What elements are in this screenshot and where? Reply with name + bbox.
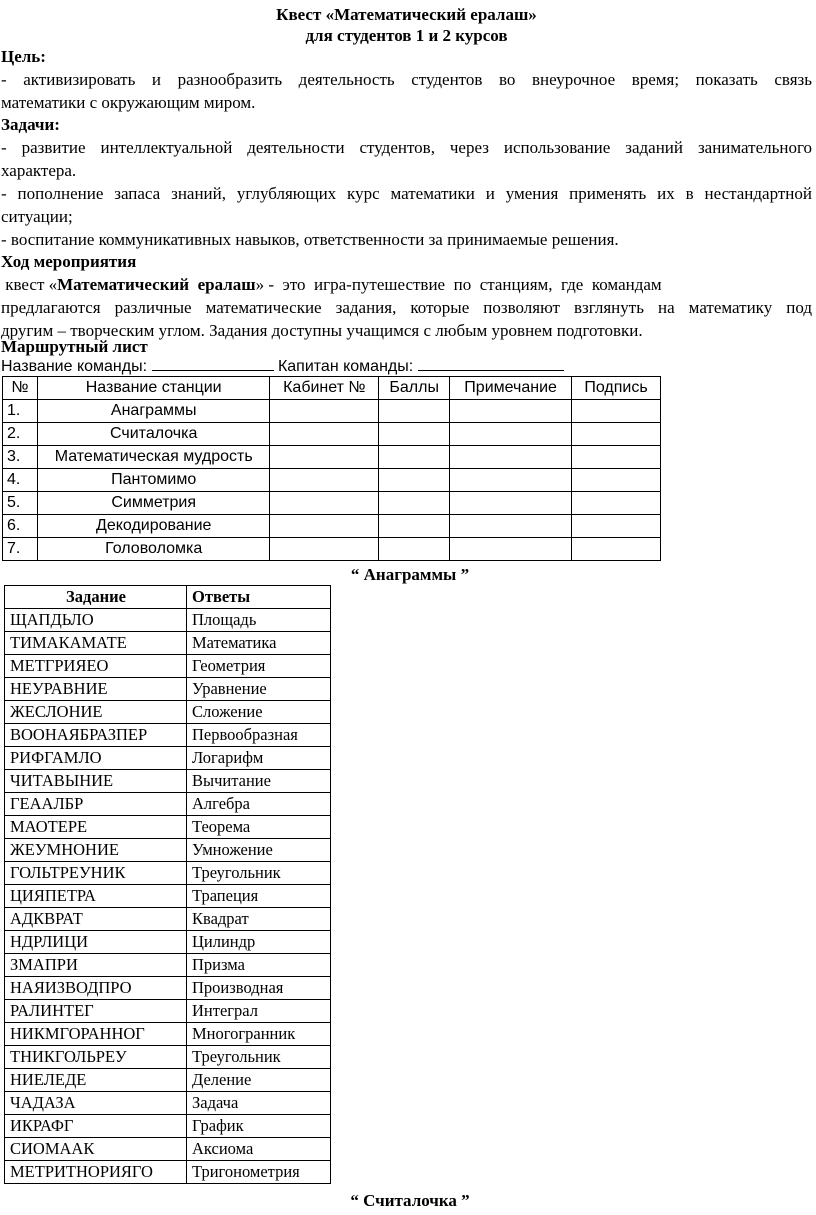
tasks-heading: Задачи: (1, 115, 60, 134)
anagram-task: АДКВРАТ (5, 908, 187, 931)
anagram-task: РАЛИНТЕГ (5, 1000, 187, 1023)
anagram-task: СИОМААК (5, 1138, 187, 1161)
cabinet-cell[interactable] (270, 515, 379, 538)
team-name-label: Название команды: (1, 358, 148, 375)
score-cell[interactable] (379, 423, 450, 446)
table-row (5, 1046, 331, 1069)
anagram-answer: Цилиндр (187, 931, 331, 954)
note-cell[interactable] (450, 515, 572, 538)
score-cell[interactable] (379, 446, 450, 469)
table-header-row (5, 586, 331, 609)
anagram-rows (5, 609, 331, 1184)
cabinet-cell[interactable] (270, 469, 379, 492)
anagram-answer: Площадь (187, 609, 331, 632)
table-row (3, 400, 661, 423)
column-header: Кабинет № (270, 377, 379, 400)
table-row (5, 1161, 331, 1184)
anagram-task: НИЕЛЕДЕ (5, 1069, 187, 1092)
anagram-answer: Умножение (187, 839, 331, 862)
score-cell[interactable] (379, 469, 450, 492)
station-number: 1. (3, 400, 38, 423)
document-subtitle: для студентов 1 и 2 курсов (305, 26, 508, 45)
anagrams-heading: “ Анаграммы ” (350, 565, 470, 584)
anagram-task: ТИМАКАМАТЕ (5, 632, 187, 655)
anagram-task: ЦИЯПЕТРА (5, 885, 187, 908)
signature-cell[interactable] (572, 469, 661, 492)
table-row (5, 1138, 331, 1161)
table-row (3, 515, 661, 538)
route-sheet-heading: Маршрутный лист (1, 337, 148, 356)
table-row (5, 839, 331, 862)
course-suffix: » - это игра-путешествие по станциям, где командам (255, 275, 662, 294)
anagram-answer: Треугольник (187, 1046, 331, 1069)
anagram-answer: Трапеция (187, 885, 331, 908)
table-row (3, 492, 661, 515)
anagram-task: ЖЕУМНОНИЕ (5, 839, 187, 862)
column-header: Задание (5, 586, 187, 609)
anagram-task: ЧИТАВЫНИЕ (5, 770, 187, 793)
goal-heading: Цель: (1, 47, 46, 66)
anagram-answer: Аксиома (187, 1138, 331, 1161)
anagram-answer: Вычитание (187, 770, 331, 793)
document-title: Квест «Математический ералаш» (276, 5, 537, 24)
team-fields (1, 353, 812, 378)
course-prefix: квест « (1, 275, 58, 294)
table-header-row (3, 377, 661, 400)
goal-text-line: математики с окружающим миром. (1, 93, 256, 112)
station-name: Симметрия (37, 492, 269, 515)
tasks-text-line: ситуации; (1, 207, 73, 226)
station-number: 2. (3, 423, 38, 446)
table-row (5, 862, 331, 885)
column-header: Примечание (450, 377, 572, 400)
table-row (3, 423, 661, 446)
note-cell[interactable] (450, 469, 572, 492)
anagram-answer: Сложение (187, 701, 331, 724)
quest-name: Математический ералаш (57, 275, 256, 294)
anagram-answer: Логарифм (187, 747, 331, 770)
table-row (5, 1092, 331, 1115)
signature-cell[interactable] (572, 423, 661, 446)
table-row (5, 1023, 331, 1046)
score-cell[interactable] (379, 492, 450, 515)
table-row (3, 538, 661, 561)
anagram-task: ВООНАЯБРАЗПЕР (5, 724, 187, 747)
anagram-task: НДРЛИЦИ (5, 931, 187, 954)
anagram-task: ИКРАФГ (5, 1115, 187, 1138)
station-number: 4. (3, 469, 38, 492)
anagram-task: МЕТРИТНОРИЯГО (5, 1161, 187, 1184)
station-name: Головоломка (37, 538, 269, 561)
cabinet-cell[interactable] (270, 538, 379, 561)
anagram-task: ТНИКГОЛЬРЕУ (5, 1046, 187, 1069)
anagram-task: ГЕААЛБР (5, 793, 187, 816)
cabinet-cell[interactable] (270, 423, 379, 446)
signature-cell[interactable] (572, 538, 661, 561)
next-station-heading: “ Считалочка ” (350, 1191, 470, 1210)
score-cell[interactable] (379, 538, 450, 561)
tasks-text-line: характера. (1, 161, 77, 180)
signature-cell[interactable] (572, 446, 661, 469)
station-name: Считалочка (37, 423, 269, 446)
table-row (5, 954, 331, 977)
station-number: 3. (3, 446, 38, 469)
note-cell[interactable] (450, 492, 572, 515)
anagram-answer: Уравнение (187, 678, 331, 701)
table-row (5, 885, 331, 908)
table-row (5, 655, 331, 678)
anagram-answer: График (187, 1115, 331, 1138)
table-row (5, 632, 331, 655)
table-row (3, 446, 661, 469)
table-row (5, 724, 331, 747)
station-name: Анаграммы (37, 400, 269, 423)
anagram-task: НЕУРАВНИЕ (5, 678, 187, 701)
captain-label: Капитан команды: (277, 358, 414, 375)
tasks-text-line: - воспитание коммуникативных навыков, ответственности за принимаемые решения. (1, 230, 619, 249)
column-header: Подпись (572, 377, 661, 400)
note-cell[interactable] (450, 400, 572, 423)
anagram-task: ЩАПДЬЛО (5, 609, 187, 632)
table-row (5, 747, 331, 770)
anagram-task: ЖЕСЛОНИЕ (5, 701, 187, 724)
cabinet-cell[interactable] (270, 400, 379, 423)
anagram-answer: Многогранник (187, 1023, 331, 1046)
route-sheet-table (2, 376, 661, 561)
anagram-task: РИФГАМЛО (5, 747, 187, 770)
goal-text-line: - активизировать и разнообразить деятельность студентов во внеурочное время; показать связь (1, 70, 812, 89)
signature-cell[interactable] (572, 492, 661, 515)
table-row (5, 678, 331, 701)
table-row (5, 1000, 331, 1023)
column-header: Название станции (37, 377, 269, 400)
station-name: Математическая мудрость (37, 446, 269, 469)
table-row (3, 469, 661, 492)
anagrams-table (4, 585, 331, 1184)
anagram-answer: Призма (187, 954, 331, 977)
anagram-answer: Квадрат (187, 908, 331, 931)
anagram-answer: Интеграл (187, 1000, 331, 1023)
anagram-answer: Тригонометрия (187, 1161, 331, 1184)
table-row (5, 1115, 331, 1138)
note-cell[interactable] (450, 423, 572, 446)
column-header: Баллы (379, 377, 450, 400)
course-text-line: предлагаются различные математические задания, которые позволяют взглянуть на математику под (1, 298, 812, 317)
table-row (5, 770, 331, 793)
station-number: 7. (3, 538, 38, 561)
table-row (5, 1069, 331, 1092)
column-header: Ответы (187, 586, 331, 609)
tasks-text-line: - пополнение запаса знаний, углубляющих курс математики и умения применять их в нестандартной (1, 184, 812, 203)
table-row (5, 793, 331, 816)
course-text-line: другим – творческим углом. Задания доступны учащимся с любым уровнем подготовки. (1, 321, 643, 340)
anagram-task: НАЯИЗВОДПРО (5, 977, 187, 1000)
anagram-answer: Производная (187, 977, 331, 1000)
table-row (5, 931, 331, 954)
table-row (5, 701, 331, 724)
anagram-answer: Алгебра (187, 793, 331, 816)
anagram-answer: Треугольник (187, 862, 331, 885)
score-cell[interactable] (379, 515, 450, 538)
anagram-answer: Теорема (187, 816, 331, 839)
tasks-text-line: - развитие интеллектуальной деятельности студентов, через использование заданий занимательного (1, 138, 812, 157)
anagram-task: ЧАДАЗА (5, 1092, 187, 1115)
station-number: 6. (3, 515, 38, 538)
note-cell[interactable] (450, 446, 572, 469)
anagram-task: НИКМГОРАННОГ (5, 1023, 187, 1046)
signature-cell[interactable] (572, 400, 661, 423)
team-name-blank[interactable] (152, 353, 274, 371)
anagram-task: МЕТГРИЯЕО (5, 655, 187, 678)
table-row (5, 609, 331, 632)
anagram-answer: Геометрия (187, 655, 331, 678)
anagram-answer: Первообразная (187, 724, 331, 747)
station-name: Пантомимо (37, 469, 269, 492)
note-cell[interactable] (450, 538, 572, 561)
course-text-line (1, 273, 812, 296)
anagram-task: ЗМАПРИ (5, 954, 187, 977)
table-row (5, 977, 331, 1000)
anagram-task: МАОТЕРЕ (5, 816, 187, 839)
cabinet-cell[interactable] (270, 446, 379, 469)
anagram-answer: Задача (187, 1092, 331, 1115)
anagram-answer: Математика (187, 632, 331, 655)
course-heading: Ход мероприятия (1, 252, 137, 271)
anagram-task: ГОЛЬТРЕУНИК (5, 862, 187, 885)
table-row (5, 816, 331, 839)
anagram-answer: Деление (187, 1069, 331, 1092)
station-name: Декодирование (37, 515, 269, 538)
signature-cell[interactable] (572, 515, 661, 538)
station-number: 5. (3, 492, 38, 515)
score-cell[interactable] (379, 400, 450, 423)
cabinet-cell[interactable] (270, 492, 379, 515)
table-row (5, 908, 331, 931)
column-header: № (3, 377, 38, 400)
captain-blank[interactable] (418, 353, 564, 371)
